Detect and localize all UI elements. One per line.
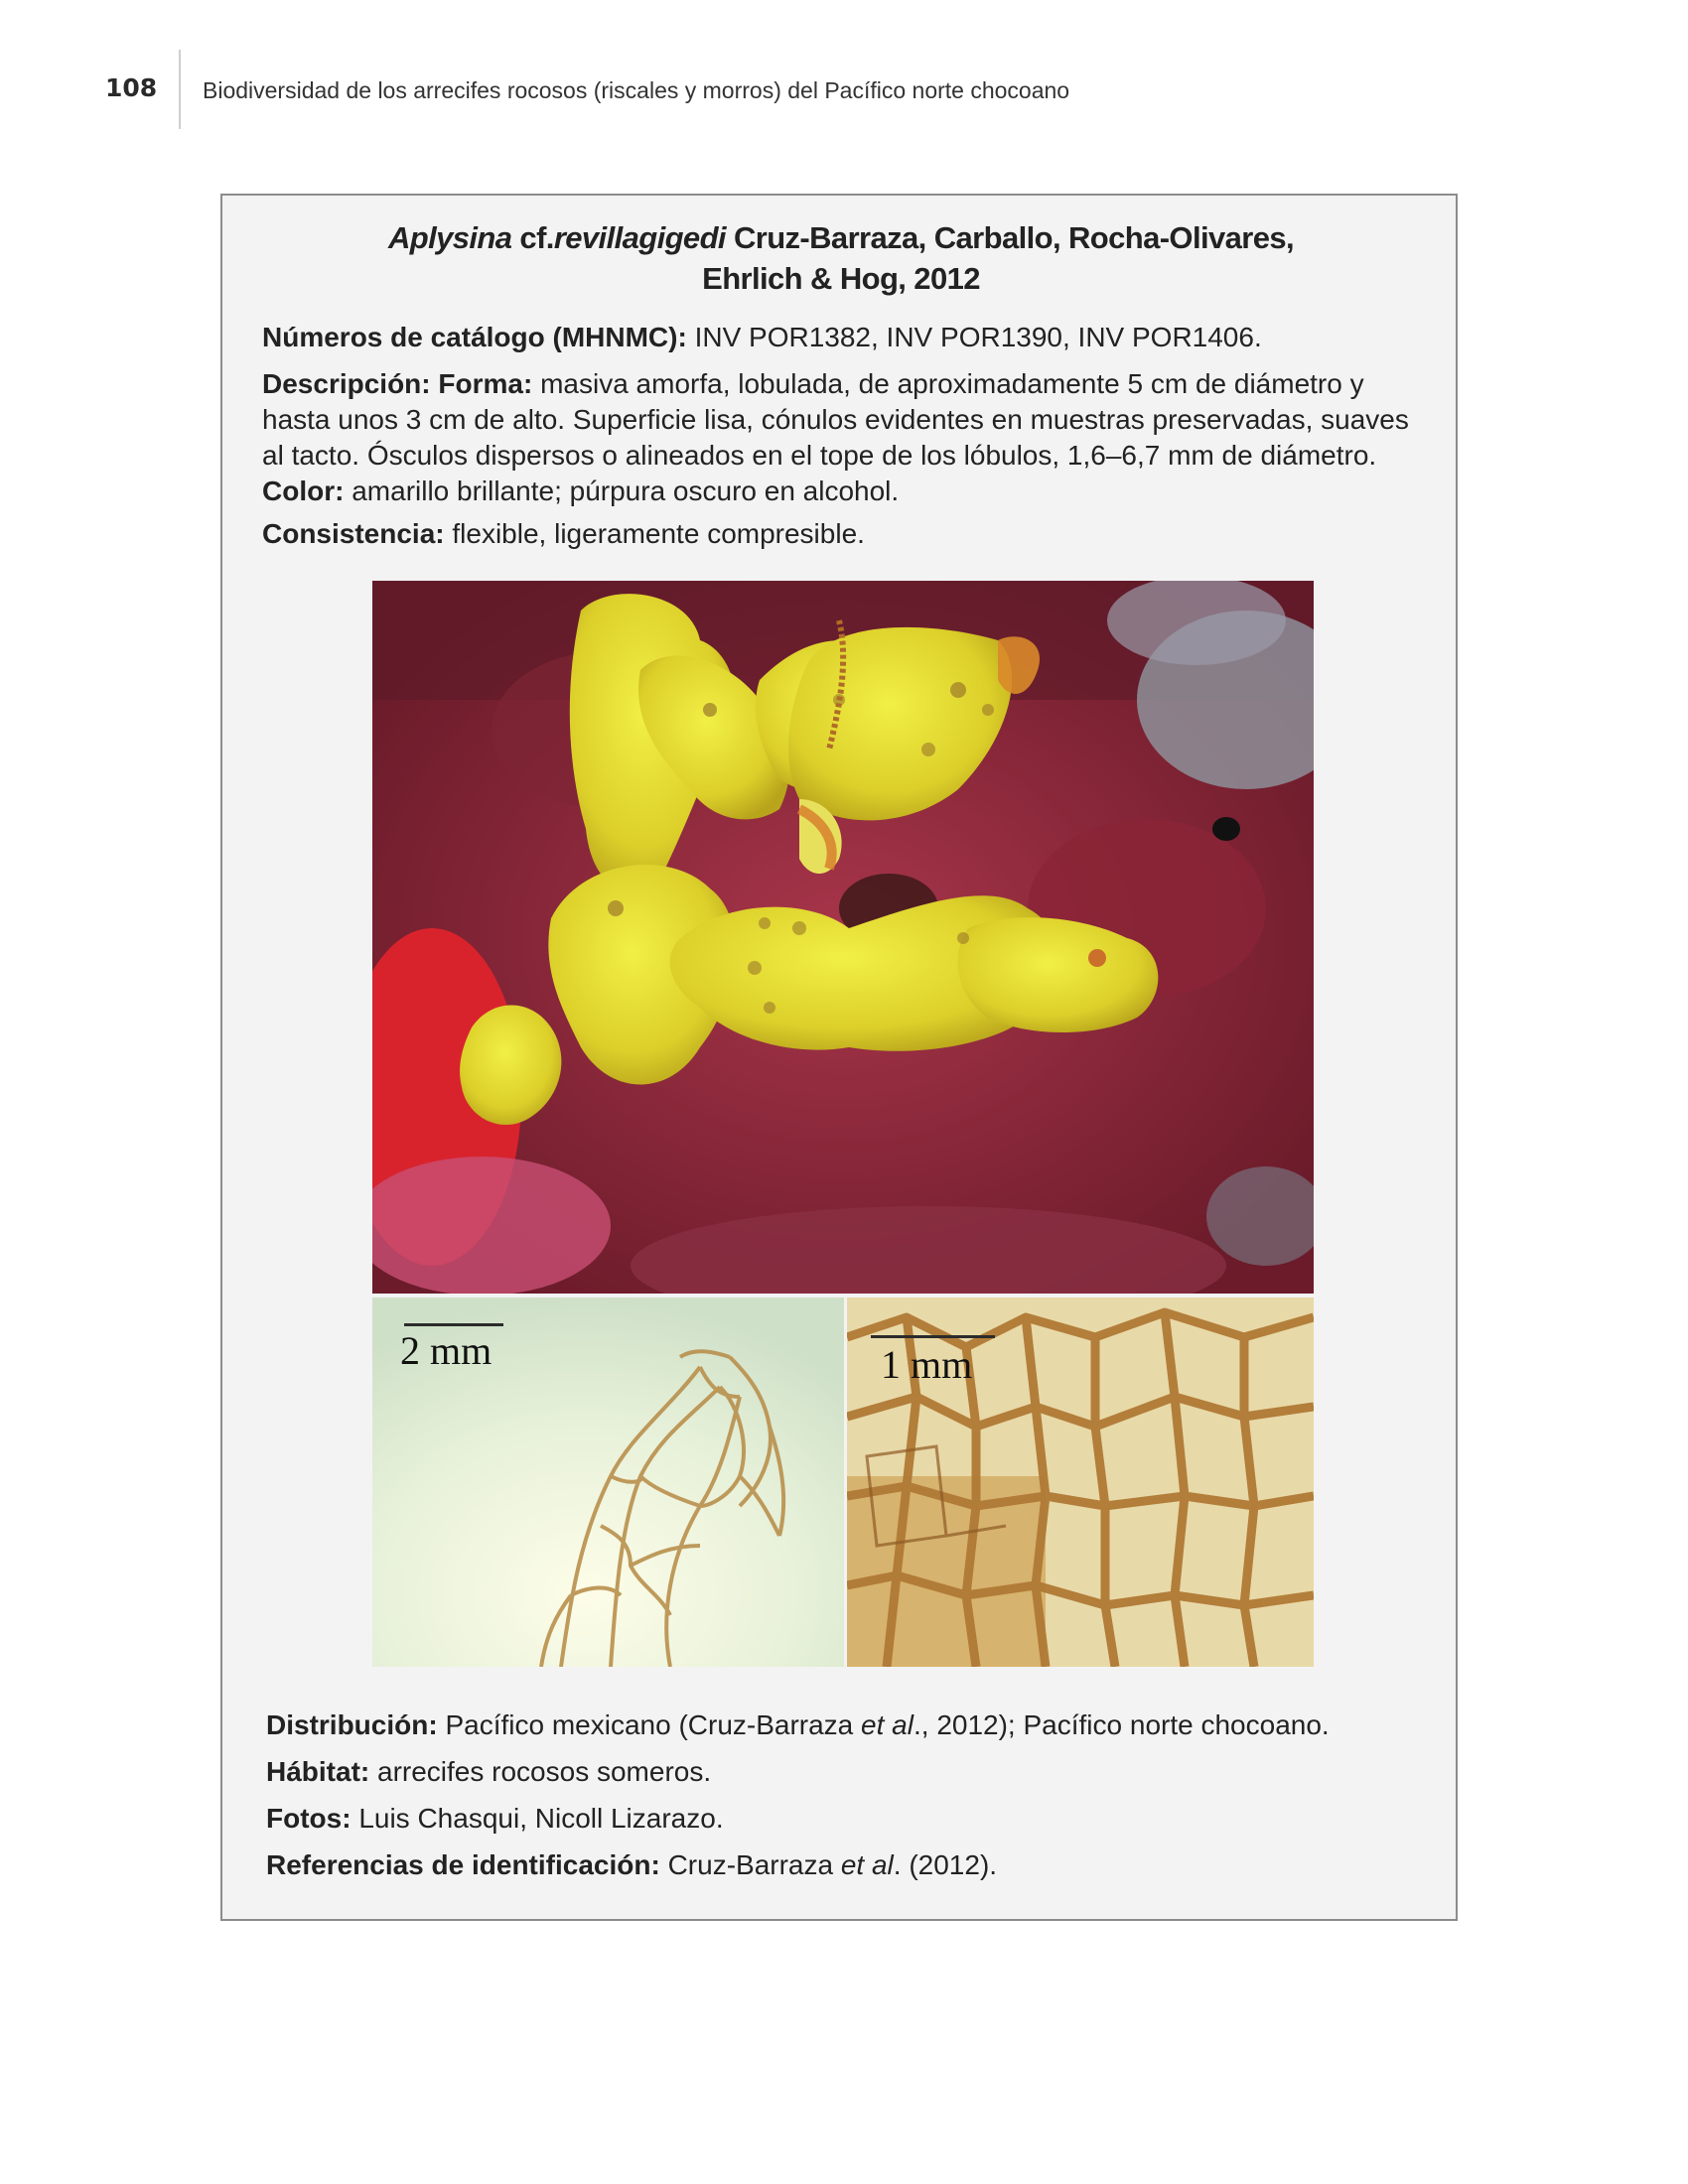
- fiber-micrograph-2mm: [372, 1297, 844, 1667]
- distribution-etal: et al: [861, 1709, 914, 1740]
- species-title: [222, 220, 1460, 256]
- catalog-label: Números de catálogo (MHNMC):: [262, 322, 687, 352]
- distribution: [266, 1707, 1438, 1743]
- habitat-label: Hábitat:: [266, 1756, 370, 1787]
- scale-bar-1mm: [871, 1335, 995, 1338]
- distribution-text-before: Pacífico mexicano (Cruz-Barraza: [445, 1709, 854, 1740]
- header-divider: [179, 50, 181, 129]
- catalog-value: INV POR1382, INV POR1390, INV POR1406.: [694, 322, 1262, 352]
- catalog-numbers: [262, 320, 1434, 355]
- species-box: [220, 194, 1458, 1921]
- references-text-before: Cruz-Barraza: [667, 1849, 834, 1880]
- references-label: Referencias de identificación:: [266, 1849, 660, 1880]
- description-label: Descripción:: [262, 368, 431, 399]
- distribution-label: Distribución:: [266, 1709, 438, 1740]
- photos-label: Fotos:: [266, 1803, 352, 1834]
- species-genus: Aplysina: [387, 220, 512, 255]
- page-number: 108: [105, 73, 158, 102]
- fiber-micrograph-1mm: [847, 1297, 1314, 1667]
- color-text: amarillo brillante; púrpura oscuro en alcohol.: [352, 476, 900, 506]
- running-header: Biodiversidad de los arrecifes rocosos (riscales y morros) del Pacífico norte chocoano: [203, 77, 1070, 103]
- consistency: [262, 516, 1434, 552]
- sponge-photo: [372, 581, 1314, 1294]
- scale-label-1mm: 1 mm: [881, 1342, 973, 1387]
- consistency-label: Consistencia:: [262, 518, 445, 549]
- habitat: [266, 1754, 1438, 1790]
- scale-label-2mm: 2 mm: [400, 1328, 492, 1373]
- photos-value: Luis Chasqui, Nicoll Lizarazo.: [358, 1803, 724, 1834]
- scale-bar-2mm: [404, 1323, 503, 1326]
- color-label: Color:: [262, 476, 345, 506]
- species-authors-line1: Cruz-Barraza, Carballo, Rocha-Olivares,: [733, 220, 1295, 255]
- species-authors-line2: Ehrlich & Hog, 2012: [702, 261, 980, 296]
- photo-credits: [266, 1801, 1438, 1837]
- distribution-text-after: ., 2012); Pacífico norte chocoano.: [913, 1709, 1330, 1740]
- species-epithet: revillagigedi: [553, 220, 726, 255]
- references-text-after: . (2012).: [893, 1849, 998, 1880]
- description: [262, 366, 1434, 509]
- habitat-value: arrecifes rocosos someros.: [377, 1756, 712, 1787]
- form-label: Forma:: [438, 368, 533, 399]
- references-etal: et al: [840, 1849, 894, 1880]
- consistency-value: flexible, ligeramente compresible.: [452, 518, 865, 549]
- species-cf: cf.: [519, 220, 554, 255]
- identification-references: [266, 1847, 1438, 1883]
- form-text: masiva amorfa, lobulada, de aproximadamente 5 cm de diámetro y hasta unos 3 cm de alto. Superficie lisa, cónulos evidentes en muestras preservadas, suaves al tacto. Ósculos dispersos o alineados en el tope de los lóbulos, 1,6–6,7 mm de diámetro.: [262, 368, 1409, 471]
